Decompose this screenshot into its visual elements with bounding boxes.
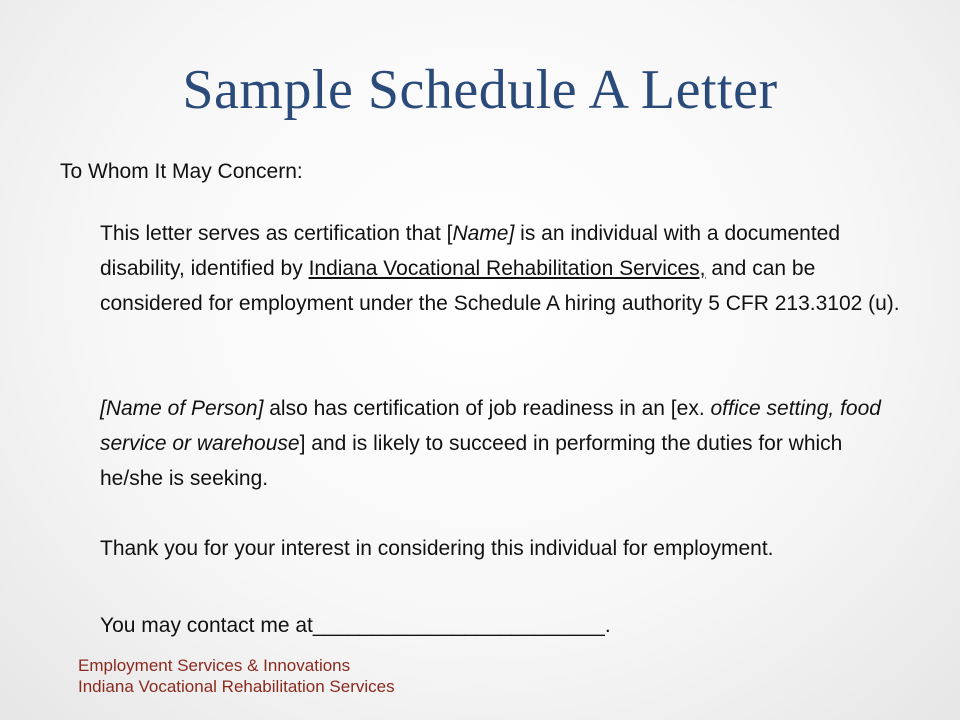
footer-line-2: Indiana Vocational Rehabilitation Services — [78, 677, 395, 696]
agency-name-underlined: Indiana Vocational Rehabilitation Services, — [308, 257, 706, 280]
letter-paragraph-thanks: Thank you for your interest in considering this individual for employment. — [100, 537, 774, 560]
slide-footer — [78, 655, 395, 697]
contact-blank-line: _________________________ — [312, 614, 605, 637]
paragraph1-text-2: is an individual with a documented disability, identified by — [100, 222, 841, 280]
letter-paragraph-certification — [100, 216, 900, 321]
contact-period: . — [604, 614, 611, 637]
paragraph2-text-1: also has certification of job readiness in an [ex. — [263, 397, 711, 420]
footer-line-1: Employment Services & Innovations — [78, 656, 351, 675]
placeholder-person-name: [Name of Person] — [100, 397, 264, 420]
slide-title: Sample Schedule A Letter — [182, 59, 778, 121]
paragraph1-text-3: and can be considered for employment under the Schedule A hiring authority 5 CFR 213.3102 (u). — [100, 257, 900, 315]
letter-paragraph-contact — [100, 608, 900, 643]
placeholder-name: Name] — [452, 222, 515, 245]
letter-paragraph-job-readiness — [100, 391, 900, 496]
contact-text: You may contact me at — [100, 614, 313, 637]
paragraph1-text-1: This letter serves as certification that [ — [100, 222, 453, 245]
placeholder-setting-examples: office setting, food service or warehouse — [100, 397, 881, 455]
letter-greeting: To Whom It May Concern: — [60, 160, 303, 183]
paragraph2-text-2: ] and is likely to succeed in performing the duties for which he/she is seeking. — [100, 432, 843, 490]
